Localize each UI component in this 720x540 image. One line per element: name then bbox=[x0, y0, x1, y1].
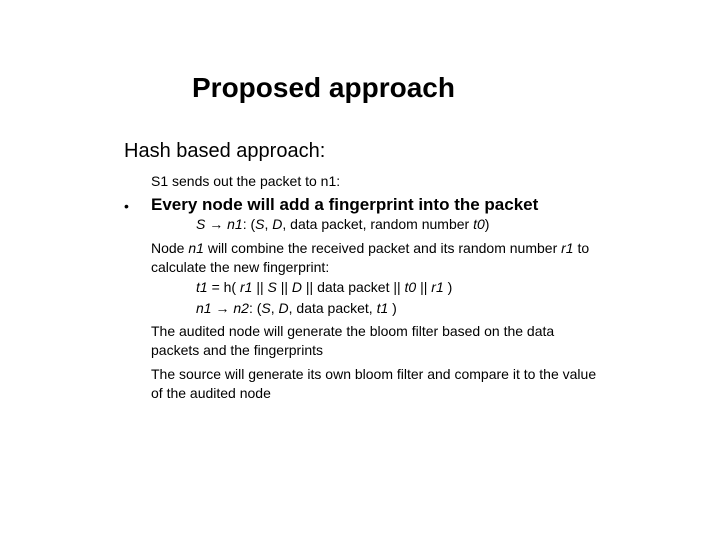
bullet-icon: • bbox=[124, 198, 129, 214]
msg2-from: n1 bbox=[196, 300, 212, 316]
message-n1-to-n2 bbox=[196, 300, 397, 316]
msg1-close: ) bbox=[484, 216, 490, 232]
fingerprint-formula bbox=[196, 279, 452, 295]
formula-r1: r1 bbox=[239, 279, 253, 295]
msg2-t1: t1 bbox=[376, 300, 389, 316]
msg2-sep: , bbox=[270, 300, 279, 316]
formula-r1b: r1 bbox=[431, 279, 444, 295]
formula-eq: = h( bbox=[207, 279, 240, 295]
msg1-from: S bbox=[196, 216, 206, 232]
bullet-heading: Every node will add a fingerprint into the packet bbox=[151, 195, 539, 214]
formula-close: ) bbox=[443, 279, 453, 295]
slide-title: Proposed approach bbox=[192, 72, 455, 103]
formula-p4: || bbox=[416, 279, 432, 295]
msg2-s: S bbox=[261, 300, 271, 316]
node-para-r1: r1 bbox=[561, 240, 574, 256]
message-s-to-n1 bbox=[196, 216, 489, 232]
formula-t1: t1 bbox=[196, 279, 208, 295]
formula-d: D bbox=[291, 279, 303, 295]
formula-s: S bbox=[267, 279, 277, 295]
msg1-rest: , data packet, random number bbox=[282, 216, 474, 232]
msg1-t0: t0 bbox=[473, 216, 485, 232]
msg2-d: D bbox=[278, 300, 289, 316]
arrow-right-icon: → bbox=[209, 216, 224, 232]
msg2-pre: : ( bbox=[248, 300, 262, 316]
node-para-pre: Node bbox=[151, 240, 189, 256]
msg1-text: : ( bbox=[242, 216, 256, 232]
step-s1-text: S1 sends out the packet to n1: bbox=[151, 173, 341, 189]
msg1-sep: , bbox=[264, 216, 273, 232]
node-para-mid: will combine the received packet and its random number bbox=[203, 240, 562, 256]
formula-t0: t0 bbox=[404, 279, 417, 295]
arrow-right-icon: → bbox=[215, 300, 230, 316]
node-combine-paragraph bbox=[151, 239, 601, 277]
formula-p1: || bbox=[252, 279, 268, 295]
msg2-close: ) bbox=[388, 300, 397, 316]
formula-p2: || bbox=[276, 279, 292, 295]
msg1-d: D bbox=[272, 216, 283, 232]
msg1-to: n1 bbox=[227, 216, 243, 232]
node-para-n1: n1 bbox=[188, 240, 204, 256]
msg1-s: S bbox=[255, 216, 265, 232]
source-paragraph: The source will generate its own bloom filter and compare it to the value of the audited node bbox=[151, 366, 597, 401]
node-para-post: to calculate the new fingerprint: bbox=[151, 240, 590, 275]
msg2-mid: , data packet, bbox=[288, 300, 377, 316]
formula-p3: || data packet || bbox=[302, 279, 405, 295]
audited-node-paragraph: The audited node will generate the bloom filter based on the data packets and the fingerprints bbox=[151, 323, 555, 358]
section-heading: Hash based approach: bbox=[124, 140, 326, 162]
msg2-to: n2 bbox=[233, 300, 249, 316]
